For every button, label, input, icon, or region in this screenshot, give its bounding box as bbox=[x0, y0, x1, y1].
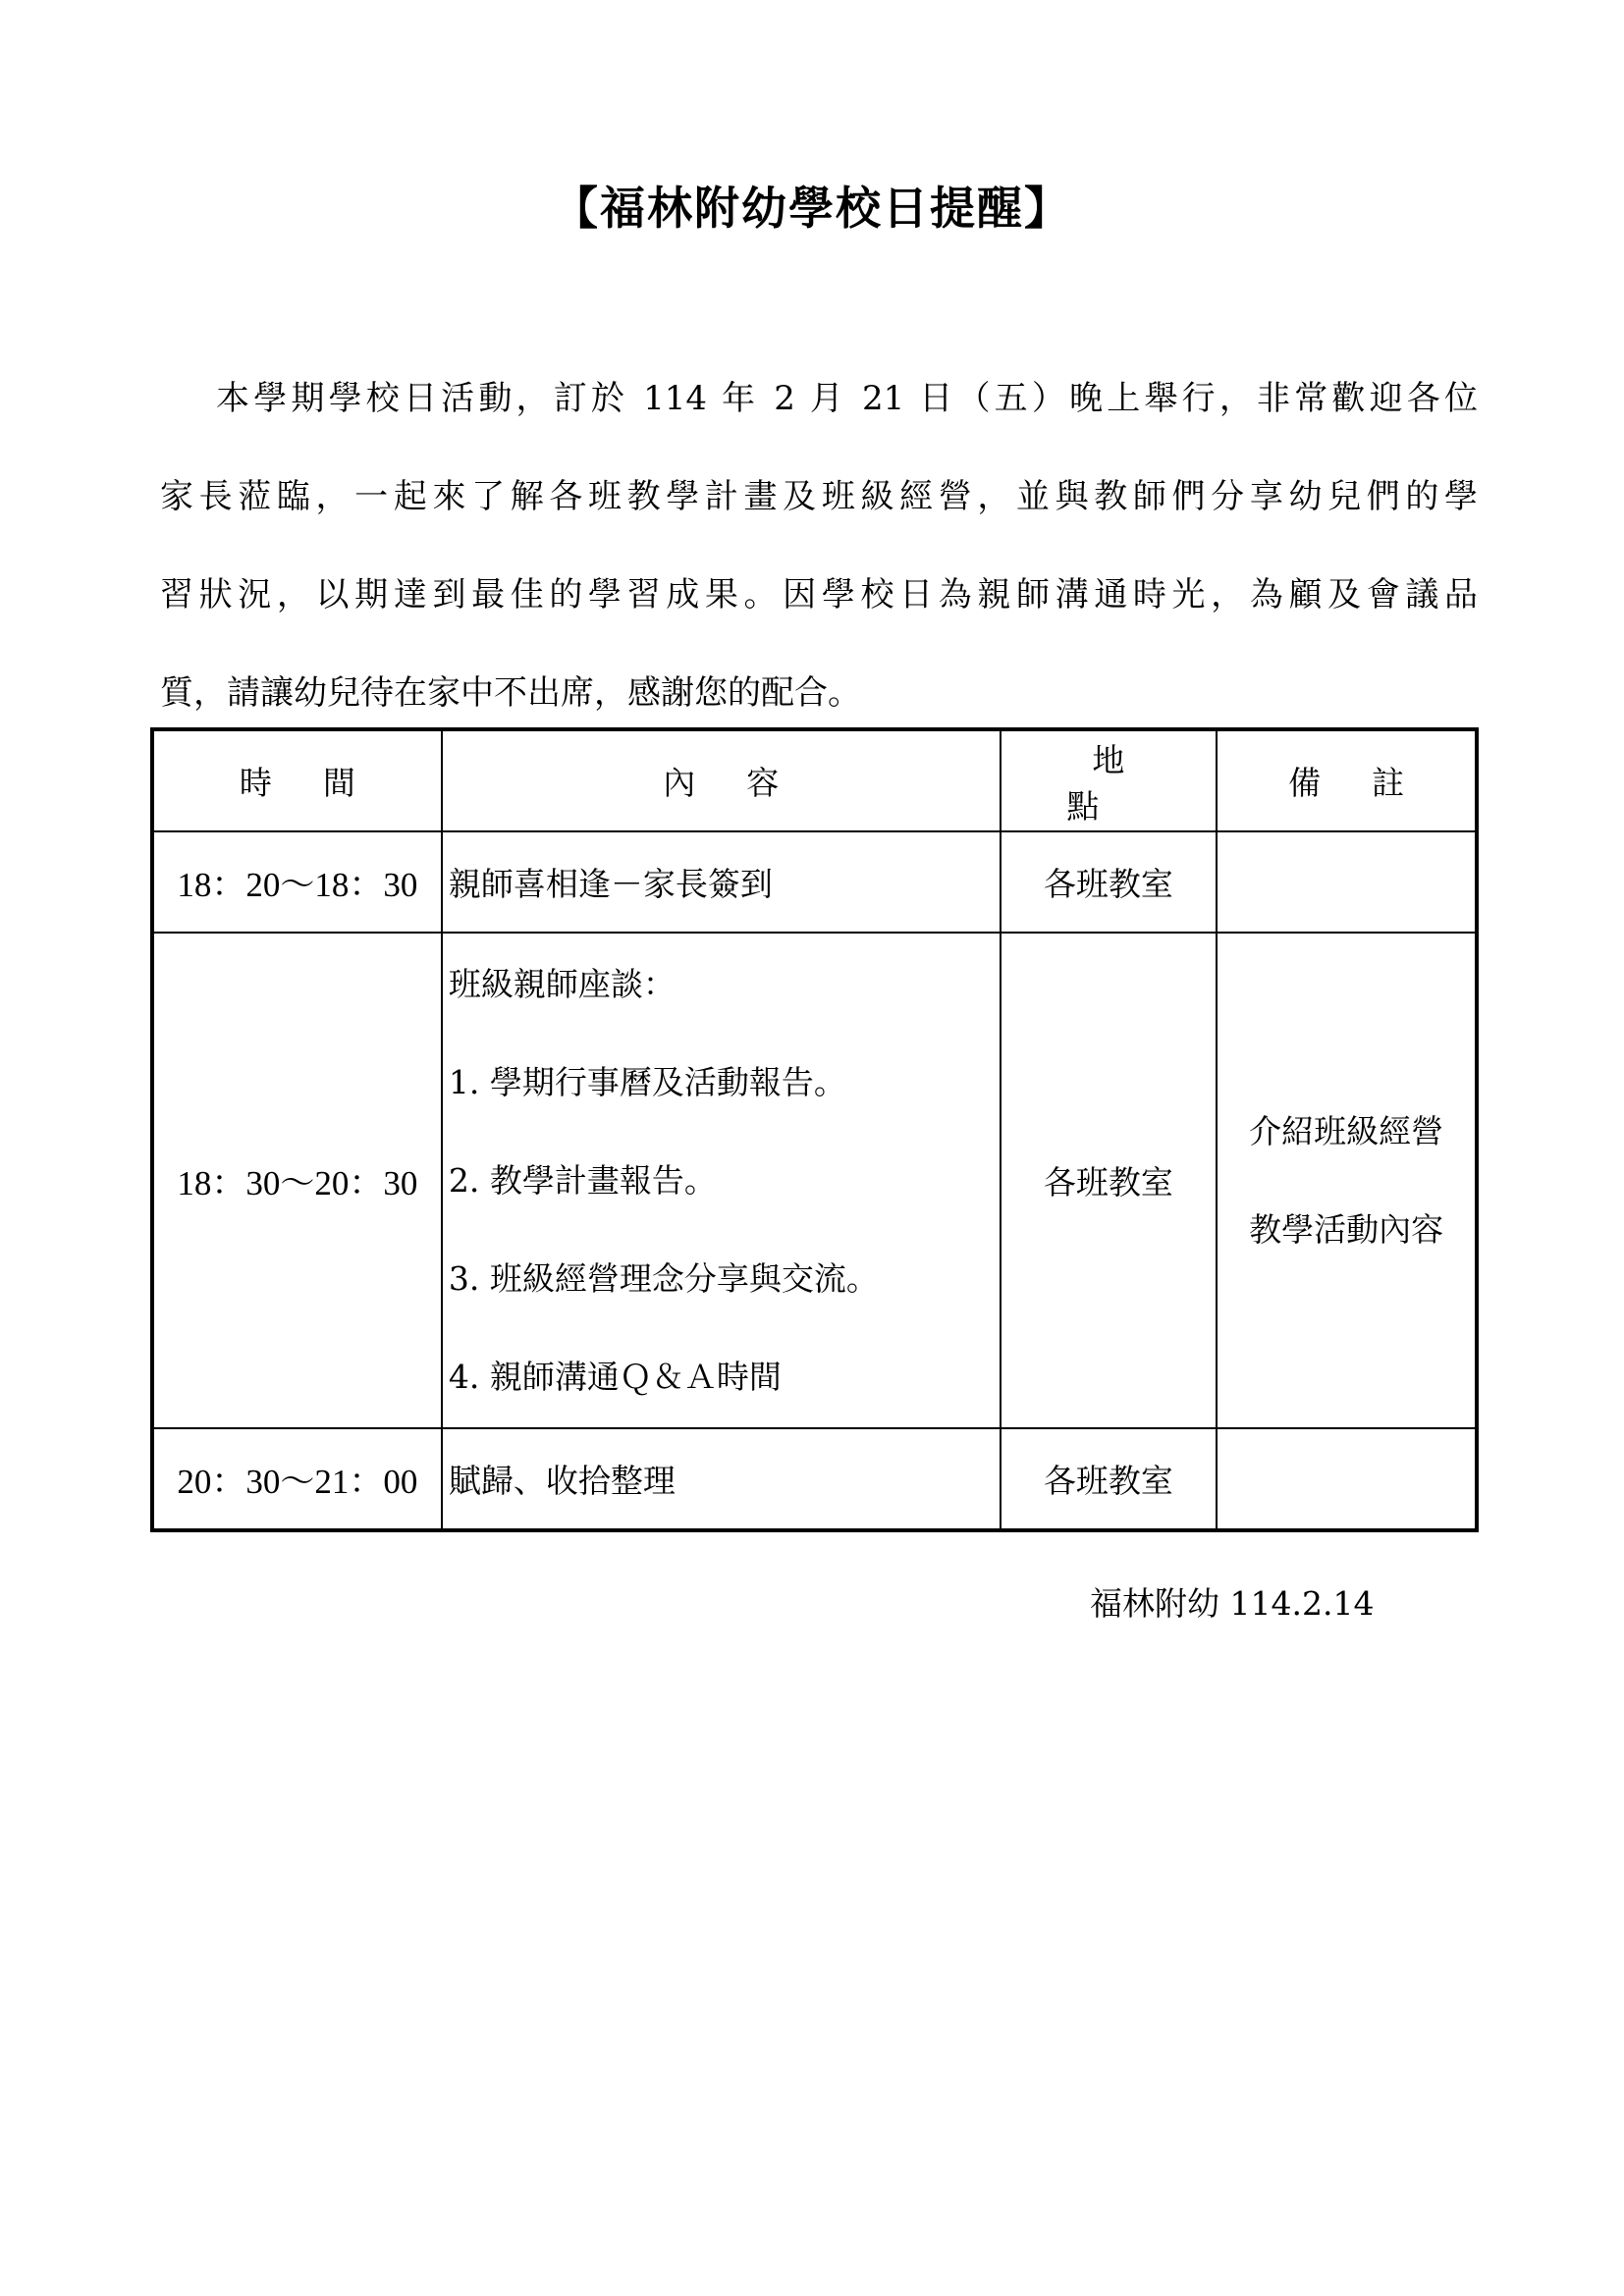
note-cell bbox=[1217, 831, 1477, 933]
content-list bbox=[449, 935, 1000, 1426]
note-cell bbox=[1217, 1428, 1477, 1530]
intro-line: 質，請讓幼兒待在家中不出席，感謝您的配合。 bbox=[160, 673, 861, 713]
note-item: 介紹班級經營 bbox=[1249, 1111, 1444, 1150]
document-title: 【福林附幼學校日提醒】 bbox=[553, 182, 1071, 235]
header-content: 內容 bbox=[442, 729, 1001, 831]
note-list bbox=[1218, 1083, 1475, 1279]
header-time: 時間 bbox=[152, 729, 442, 831]
header-note: 備註 bbox=[1217, 729, 1477, 831]
intro-line: 本學期學校日活動，訂於 114 年 2 月 21 日（五）晚上舉行，非常歡迎各位 bbox=[216, 379, 1478, 418]
location-cell: 各班教室 bbox=[1001, 1428, 1218, 1530]
table-row bbox=[152, 831, 1477, 933]
time-cell: 18：20～18：30 bbox=[152, 831, 442, 933]
location-cell: 各班教室 bbox=[1001, 933, 1218, 1428]
content-item: 1. 學期行事曆及活動報告。 bbox=[448, 1062, 846, 1101]
content-cell bbox=[442, 933, 1001, 1428]
time-cell: 18：30～20：30 bbox=[152, 933, 442, 1428]
time-cell: 20：30～21：00 bbox=[152, 1428, 442, 1530]
table-row bbox=[152, 933, 1477, 1428]
content-item: 班級親師座談： bbox=[448, 964, 676, 1003]
note-cell bbox=[1217, 933, 1477, 1428]
signature-line: 福林附幼 114.2.14 bbox=[1090, 1584, 1375, 1623]
note-item: 教學活動內容 bbox=[1249, 1209, 1444, 1249]
location-cell: 各班教室 bbox=[1001, 831, 1218, 933]
intro-paragraph bbox=[160, 349, 1478, 742]
content-item: 4. 親師溝通Ｑ＆Ａ時間 bbox=[448, 1357, 782, 1396]
table-row bbox=[152, 1428, 1477, 1530]
content-cell: 親師喜相逢－家長簽到 bbox=[442, 831, 1001, 933]
content-item: 2. 教學計畫報告。 bbox=[448, 1160, 717, 1200]
table-header-row bbox=[152, 729, 1477, 831]
content-cell: 賦歸、收拾整理 bbox=[442, 1428, 1001, 1530]
header-location: 地點 bbox=[1001, 729, 1218, 831]
intro-line: 習狀況，以期達到最佳的學習成果。因學校日為親師溝通時光，為顧及會議品 bbox=[160, 575, 1478, 614]
content-item: 3. 班級經營理念分享與交流。 bbox=[448, 1258, 879, 1298]
intro-line: 家長蒞臨，一起來了解各班教學計畫及班級經營，並與教師們分享幼兒們的學 bbox=[160, 477, 1478, 516]
schedule-table bbox=[150, 727, 1479, 1532]
